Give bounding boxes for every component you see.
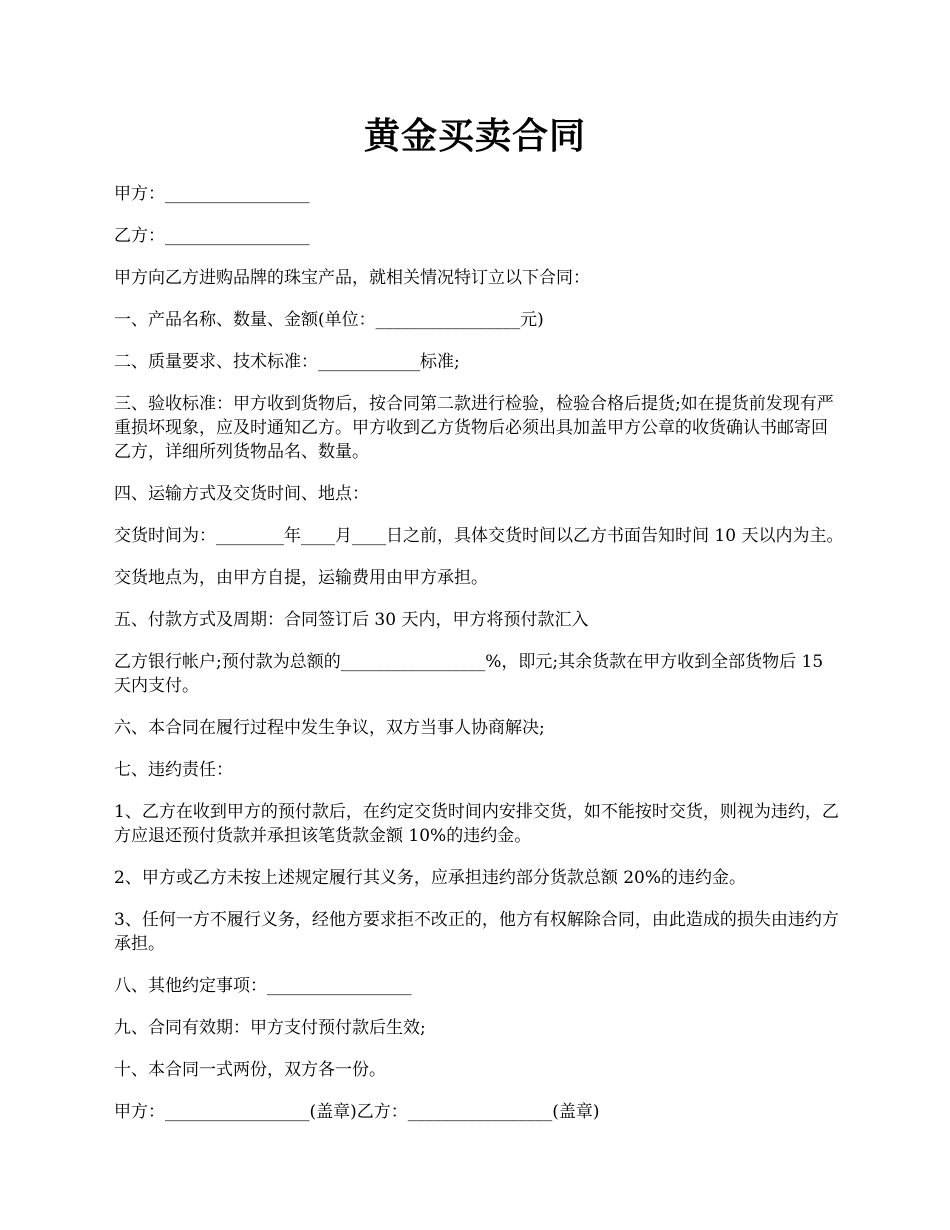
party-a-line: 甲方：_________________ — [114, 184, 310, 204]
breach-item-2: 2、甲方或乙方未按上述规定履行其义务，应承担违约部分货款总额 20%的违约金。 — [114, 868, 747, 888]
delivery-time: 交货时间为：________年____月____日之前，具体交货时间以乙方书面告知时间 10 天以内为主。 — [114, 526, 844, 546]
clause-4-heading: 四、运输方式及交货时间、地点： — [114, 484, 369, 504]
breach-item-1: 1、乙方在收到甲方的预付款后，在约定交货时间内安排交货，如不能按时交货，则视为违约，乙方应退还预付货款并承担该笔货款金额 10%的违约金。 — [114, 802, 839, 846]
party-b-line: 乙方：_________________ — [114, 226, 310, 246]
clause-7-heading: 七、违约责任： — [114, 760, 233, 780]
breach-item-3: 3、任何一方不履行义务，经他方要求拒不改正的，他方有权解除合同，由此造成的损失由违约方承担。 — [114, 910, 839, 954]
payment-terms: 乙方银行帐户;预付款为总额的_________________%，即元;其余货款在甲方收到全部货物后 15 天内支付。 — [114, 652, 824, 696]
clause-10: 十、本合同一式两份，双方各一份。 — [114, 1060, 386, 1080]
clause-9: 九、合同有效期：甲方支付预付款后生效; — [114, 1018, 426, 1038]
delivery-location: 交货地点为，由甲方自提，运输费用由甲方承担。 — [114, 568, 488, 588]
preamble: 甲方向乙方进购品牌的珠宝产品，就相关情况特订立以下合同： — [114, 268, 590, 288]
document-title: 黄金买卖合同 — [363, 115, 586, 157]
clause-3: 三、验收标准：甲方收到货物后，按合同第二款进行检验，检验合格后提货;如在提货前发现有严重损坏现象，应及时通知乙方。甲方收到乙方货物后必须出具加盖甲方公章的收货确认书邮寄回乙方，详细所列货物品名、数量。 — [114, 394, 834, 462]
clause-1: 一、产品名称、数量、金额(单位：_________________元) — [114, 310, 544, 330]
clause-8: 八、其他约定事项：_________________ — [114, 976, 412, 996]
clause-2: 二、质量要求、技术标准：____________标准; — [114, 352, 460, 372]
signature-line: 甲方：_________________(盖章)乙方：_________________(盖章) — [114, 1102, 600, 1122]
clause-6: 六、本合同在履行过程中发生争议，双方当事人协商解决; — [114, 718, 545, 738]
clause-5: 五、付款方式及周期：合同签订后 30 天内，甲方将预付款汇入 — [114, 610, 589, 630]
document-body — [114, 182, 844, 1142]
